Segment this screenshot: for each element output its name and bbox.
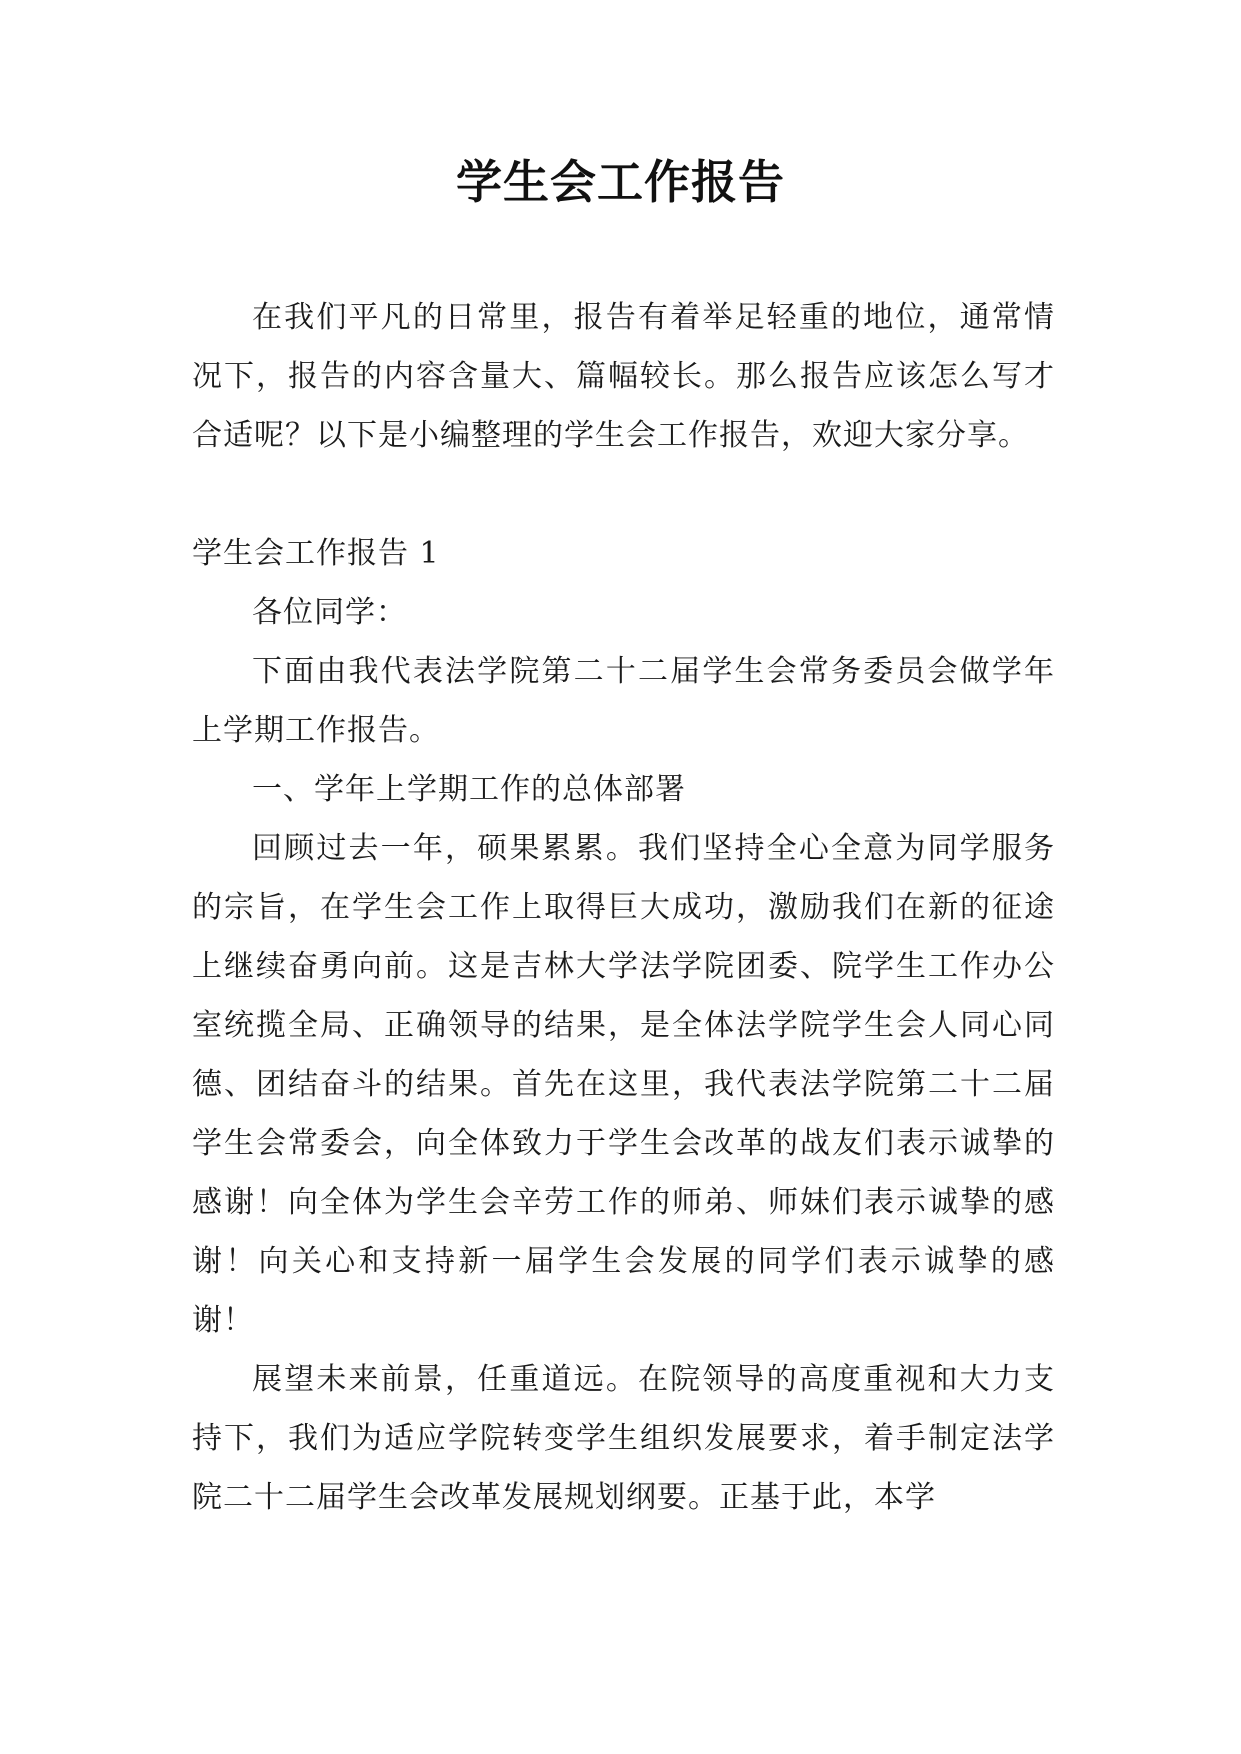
salutation: 各位同学： xyxy=(252,595,407,630)
document-title: 学生会工作报告 xyxy=(456,155,785,209)
section-heading: 学生会工作报告 1 xyxy=(192,536,440,571)
body-paragraph: 回顾过去一年，硕果累累。我们坚持全心全意为同学服务的宗旨，在学生会工作上取得巨大成功，激励我们在新的征途上继续奋勇向前。这是吉林大学法学院团委、院学生工作办公室统揽全局、正确领导的结果，是全体法学院学生会人同心同德、团结奋斗的结果。首先在这里，我代表法学院第二十二届学生会常委会，向全体致力于学生会改革的战友们表示诚挚的感谢！向全体为学生会辛劳工作的师弟、师妹们表示诚挚的感谢！向关心和支持新一届学生会发展的同学们表示诚挚的感谢！ xyxy=(192,831,1055,1338)
body-paragraph: 展望未来前景，任重道远。在院领导的高度重视和大力支持下，我们为适应学院转变学生组织发展要求，着手制定法学院二十二届学生会改革发展规划纲要。正基于此，本学 xyxy=(192,1362,1055,1515)
intro-paragraph: 在我们平凡的日常里，报告有着举足轻重的地位，通常情况下，报告的内容含量大、篇幅较长。那么报告应该怎么写才合适呢？以下是小编整理的学生会工作报告，欢迎大家分享。 xyxy=(192,300,1055,453)
subheading-overall-plan: 一、学年上学期工作的总体部署 xyxy=(252,772,686,807)
document-body xyxy=(192,288,1055,1527)
body-paragraph: 下面由我代表法学院第二十二届学生会常务委员会做学年上学期工作报告。 xyxy=(192,654,1055,748)
